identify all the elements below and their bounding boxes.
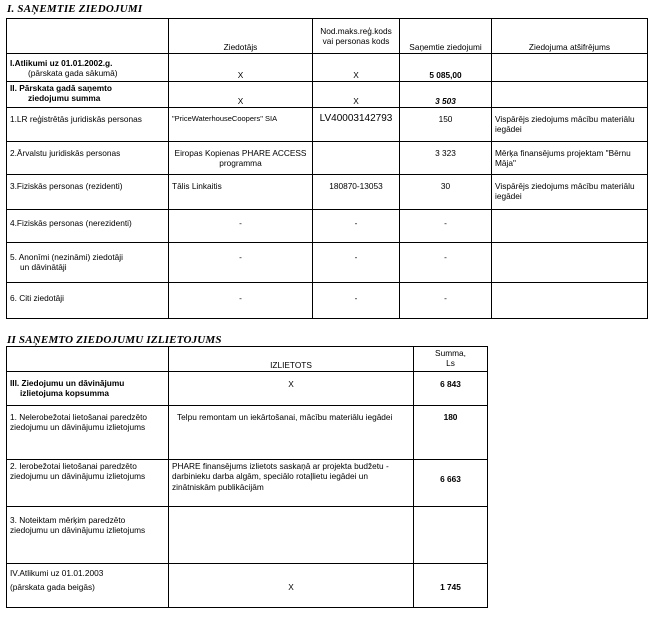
cell-description: Mērķa finansējums projektam "Bērnu Māja" [492,142,648,175]
cell-donor: X [169,54,313,82]
row-label: 3.Fiziskās personas (rezidenti) [7,175,169,210]
row-label: 2. Ierobežotai lietošanai paredzēto ziedojumu un dāvinājumu izlietojums [7,460,169,507]
cell-code: - [313,283,400,319]
cell-received: - [400,210,492,243]
used-donations-table [6,346,488,608]
cell-donor: "PriceWaterhouseCoopers" SIA [169,108,313,142]
cell-code: 180870-13053 [313,175,400,210]
cell-received: 5 085,00 [400,54,492,82]
cell-used: X [169,372,414,406]
cell-code: X [313,54,400,82]
header-code: Nod.maks.reģ.kods vai personas kods [313,19,400,54]
cell-sum: 6 663 [414,460,488,507]
table-header-row [7,19,648,54]
row-label: 2.Ārvalstu juridiskās personas [7,142,169,175]
cell-received: - [400,243,492,283]
cell-code: - [313,243,400,283]
table-row [7,210,648,243]
table-row [7,507,488,564]
row-label: 6. Citi ziedotāji [7,283,169,319]
cell-used [169,507,414,564]
row-label: IV.Atlikumi uz 01.01.2003 (pārskata gada beigās) [7,564,169,608]
table-row [7,243,648,283]
row-label: 4.Fiziskās personas (nerezidenti) [7,210,169,243]
row-label: 5. Anonīmi (nezināmi) ziedotāji un dāvinātāji [7,243,169,283]
table-row [7,175,648,210]
header-used: IZLIETOTS [169,347,414,372]
header-sum: Summa, Ls [414,347,488,372]
cell-description: Vispārējs ziedojums mācību materiālu iegādei [492,108,648,142]
cell-description [492,243,648,283]
received-donations-table [6,18,648,319]
row-label: 3. Noteiktam mērķim paredzēto ziedojumu un dāvinājumu izlietojums [7,507,169,564]
cell-received: - [400,283,492,319]
table-header-row [7,347,488,372]
cell-received: 3 323 [400,142,492,175]
cell-code: LV40003142793 [313,108,400,142]
cell-donor: - [169,283,313,319]
cell-description: Vispārējs ziedojums mācību materiālu iegādei [492,175,648,210]
header-donor: Ziedotājs [169,19,313,54]
table-row [7,372,488,406]
row-label: II. Pārskata gadā saņemto ziedojumu summa [7,82,169,108]
cell-sum: 1 745 [414,564,488,608]
cell-donor: Tālis Linkaitis [169,175,313,210]
table-row [7,142,648,175]
table-row [7,82,648,108]
header-description: Ziedojuma atšifrējums [492,19,648,54]
table-row [7,564,488,608]
cell-donor: Eiropas Kopienas PHARE ACCESS programma [169,142,313,175]
section2-title: II SAŅEMTO ZIEDOJUMU IZLIETOJUMS [7,334,222,346]
section1-title: I. SAŅEMTIE ZIEDOJUMI [7,3,143,15]
cell-used: Telpu remontam un iekārtošanai, mācību materiālu iegādei [169,406,414,460]
cell-description [492,210,648,243]
cell-donor: - [169,210,313,243]
cell-description [492,82,648,108]
cell-received: 150 [400,108,492,142]
cell-code: X [313,82,400,108]
cell-sum [414,507,488,564]
row-label: 1.LR reģistrētās juridiskās personas [7,108,169,142]
table-row [7,283,648,319]
cell-sum: 180 [414,406,488,460]
table-row [7,54,648,82]
row-label: III. Ziedojumu un dāvinājumu izlietojuma kopsumma [7,372,169,406]
cell-received: 30 [400,175,492,210]
table-row [7,108,648,142]
cell-code [313,142,400,175]
cell-code: - [313,210,400,243]
cell-description [492,54,648,82]
table-row [7,460,488,507]
cell-received: 3 503 [400,82,492,108]
cell-description [492,283,648,319]
header-received: Saņemtie ziedojumi [400,19,492,54]
cell-donor: - [169,243,313,283]
row-label: I.Atlikumi uz 01.01.2002.g. (pārskata gada sākumā) [7,54,169,82]
cell-sum: 6 843 [414,372,488,406]
cell-donor: X [169,82,313,108]
table-row [7,406,488,460]
row-label: 1. Nelerobežotai lietošanai paredzēto ziedojumu un dāvinājumu izlietojums [7,406,169,460]
cell-used: PHARE finansējums izlietots saskaņā ar projekta budžetu - darbinieku darba algām, speciālo rotaļlietu iegādei un zinātniskām publikācijām [169,460,414,507]
cell-used: X [169,564,414,608]
